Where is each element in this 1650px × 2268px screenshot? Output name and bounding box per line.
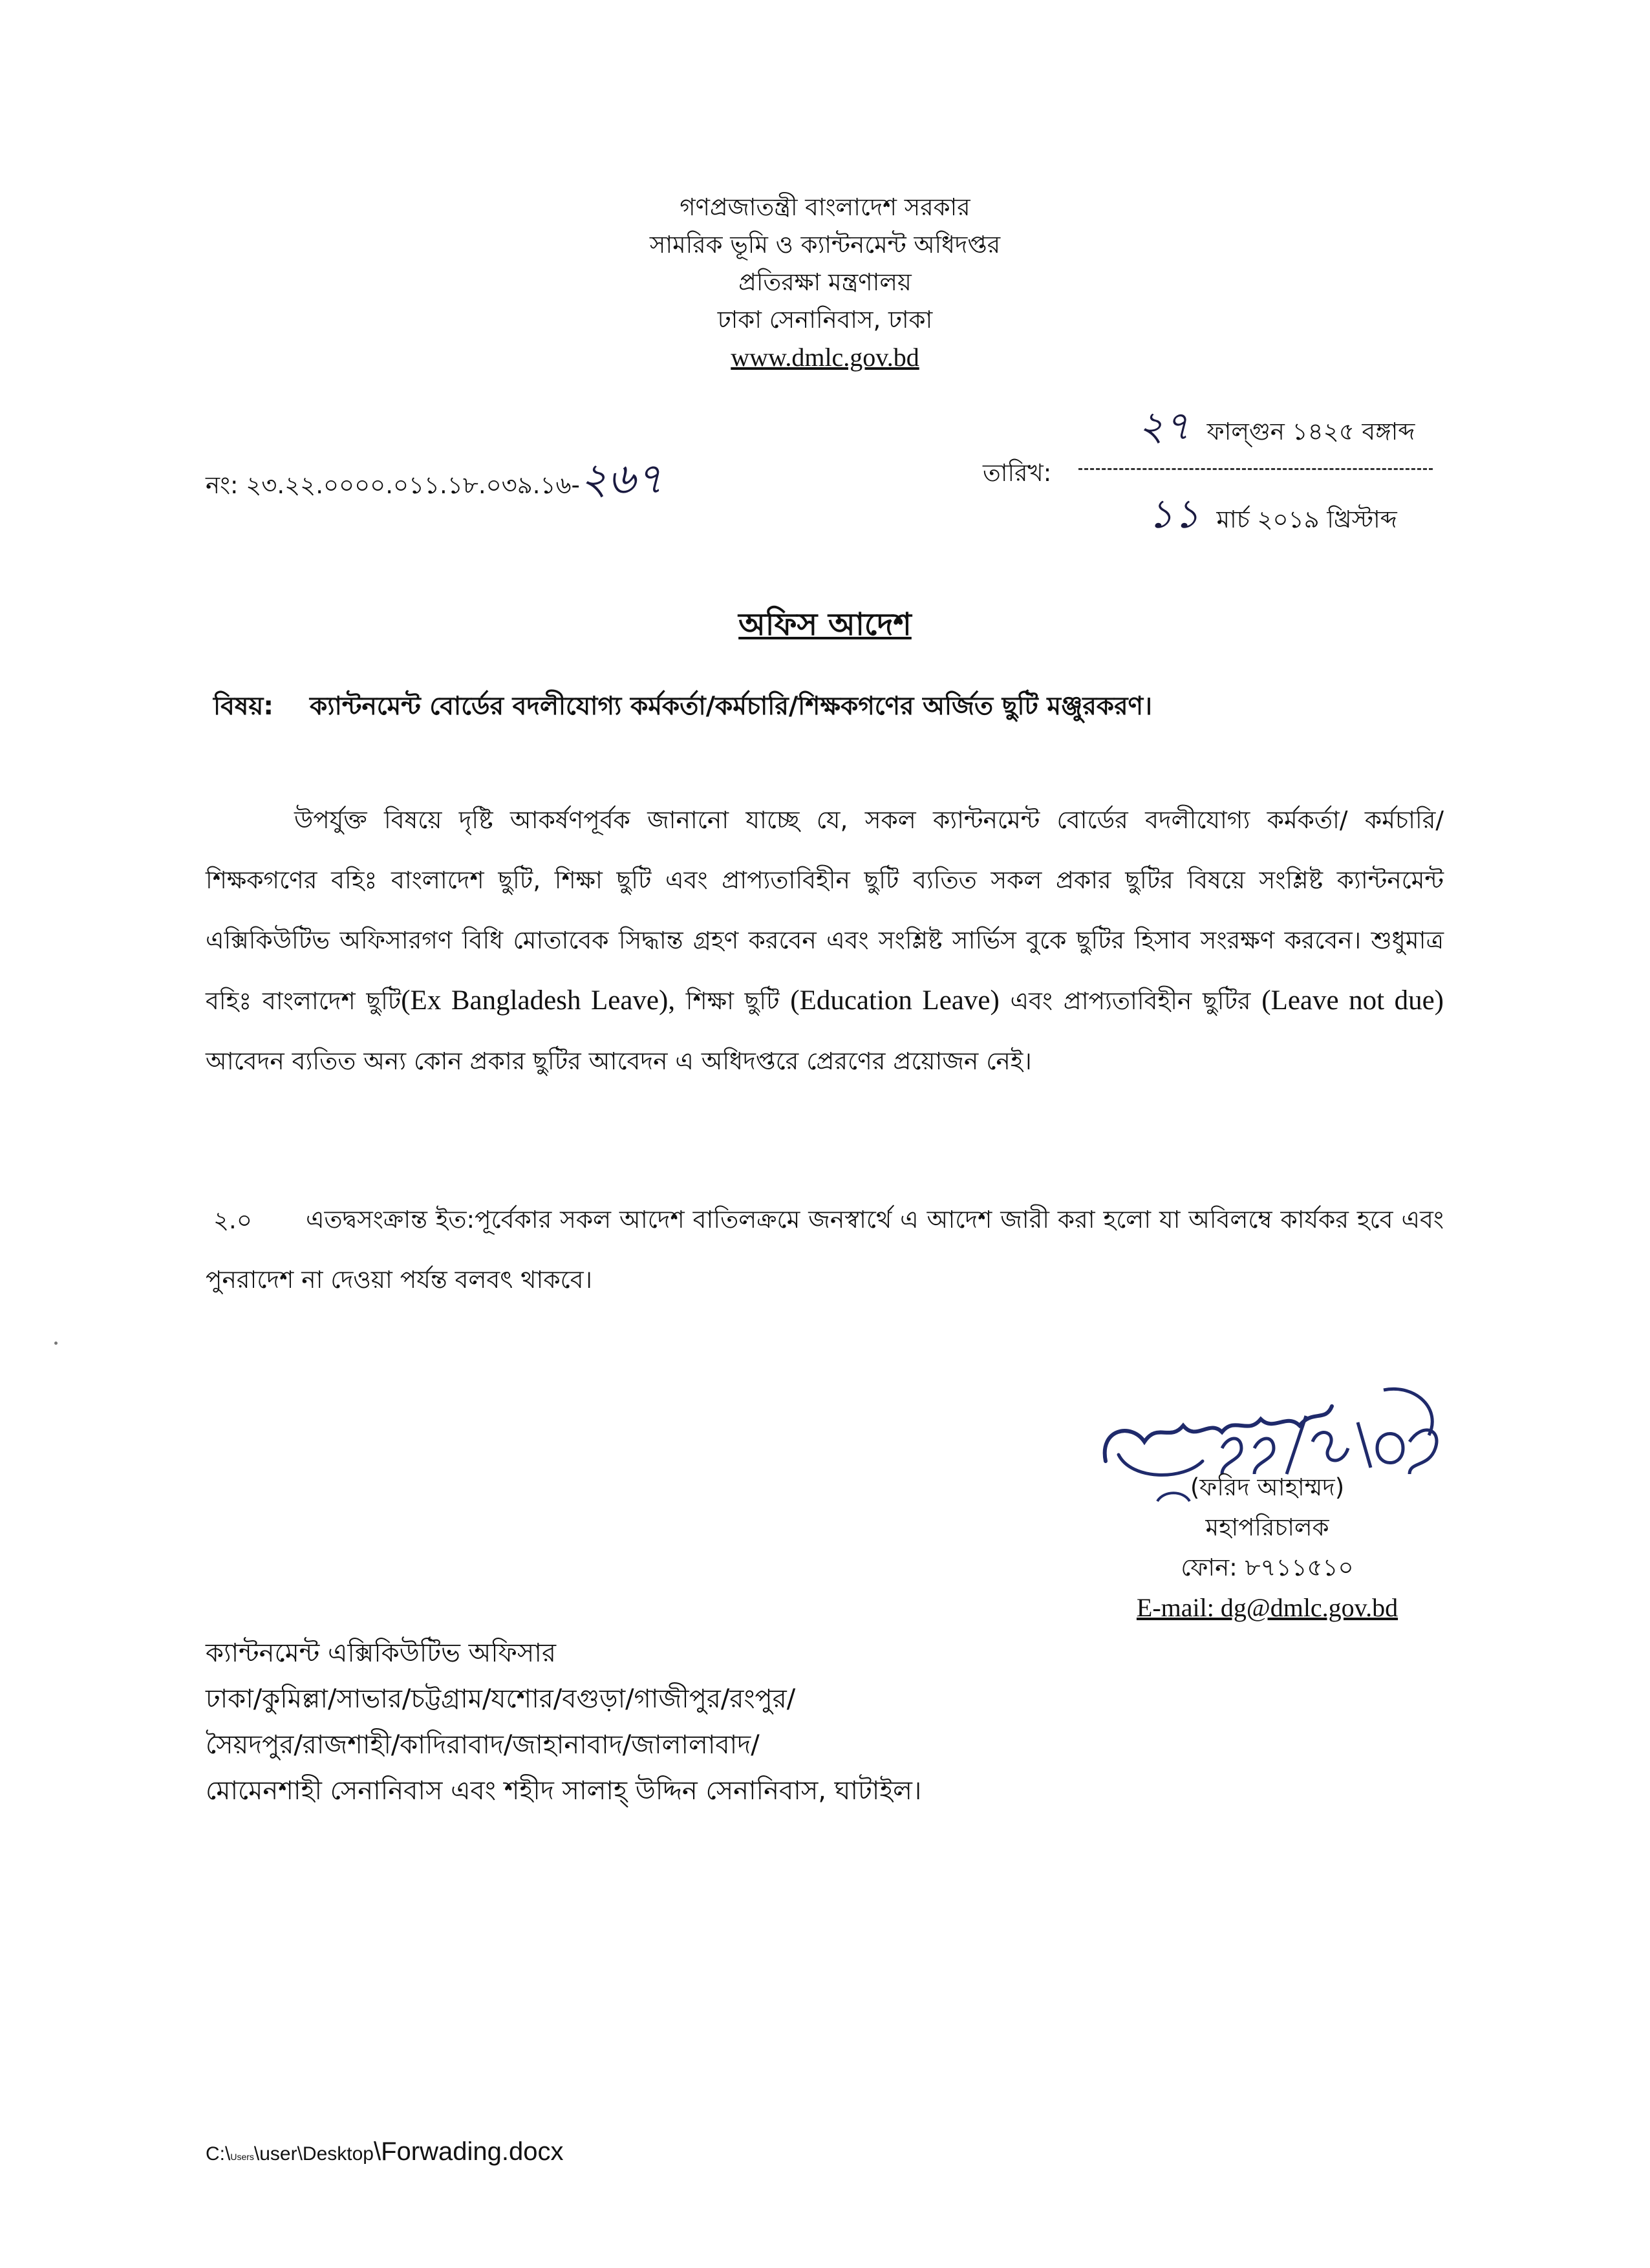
recipient-title: ক্যান্টনমেন্ট এক্সিকিউটিভ অফিসার xyxy=(206,1638,556,1668)
paragraph-2-number: ২.০ xyxy=(213,1206,252,1234)
english-date xyxy=(1148,484,1397,550)
body-paragraph-1 xyxy=(206,790,1444,1091)
memo-number xyxy=(206,446,663,517)
body-paragraph-2 xyxy=(206,1190,1444,1310)
p2-text: এতদ্বসংক্রান্ত ইত:পূর্বেকার সকল আদেশ বাতিলক্রমে জনস্বার্থে এ আদেশ জারী করা হলো যা অবিলম্বে কার্যকর হবে এবং পুনরাদেশ না দেওয়া পর্যন্ত বলবৎ থাকবে। xyxy=(206,1205,1444,1294)
footer-path-drive: C:\ xyxy=(206,2143,231,2165)
header-ministry: প্রতিরক্ষা মন্ত্রণালয় xyxy=(738,268,912,296)
p1-english-education: (Education Leave) xyxy=(790,985,1000,1016)
scan-speck xyxy=(54,1342,58,1345)
order-title: অফিস আদেশ xyxy=(738,606,912,643)
date-label: তারিখ: xyxy=(983,459,1052,487)
recipient-stations-3: মোমেনশাহী সেনানিবাস এবং শহীদ সালাহ্ উদ্দিন সেনানিবাস, ঘাটাইল। xyxy=(206,1776,922,1806)
memo-number-handwritten: ২৬৭ xyxy=(579,454,663,504)
english-day-handwritten: ১১ xyxy=(1148,490,1200,537)
footer-path-filename: \Forwading.docx xyxy=(374,2137,564,2166)
p1-text-d: আবেদন ব্যতিত অন্য কোন প্রকার ছুটির আবেদন এ অধিদপ্তরে প্রেরণের প্রয়োজন নেই। xyxy=(206,1047,1032,1075)
header-directorate: সামরিক ভূমি ও ক্যান্টনমেন্ট অধিদপ্তর xyxy=(649,231,1001,259)
header-website-link[interactable]: www.dmlc.gov.bd xyxy=(731,343,919,372)
file-path-footer xyxy=(206,2137,563,2166)
memo-number-text: নং: ২৩.২২.০০০০.০১১.১৮.০৩৯.১৬- xyxy=(206,471,580,499)
header-location: ঢাকা সেনানিবাস, ঢাকা xyxy=(717,306,933,334)
p1-english-leave-not-due: (Leave not due) xyxy=(1261,985,1444,1016)
bangla-date-text: ফাল্গুন ১৪২৫ বঙ্গাব্দ xyxy=(1206,418,1415,445)
signatory-email-link[interactable]: E-mail: dg@dmlc.gov.bd xyxy=(1136,1593,1398,1622)
bangla-date xyxy=(1138,396,1415,462)
recipient-stations-1: ঢাকা/কুমিল্লা/সাভার/চট্টগ্রাম/যশোর/বগুড়া/গাজীপুর/রংপুর/ xyxy=(206,1684,796,1714)
bangla-day-handwritten: ২৭ xyxy=(1138,402,1190,449)
header-government: গণপ্রজাতন্ত্রী বাংলাদেশ সরকার xyxy=(680,193,970,221)
english-date-text: মার্চ ২০১৯ খ্রিস্টাব্দ xyxy=(1216,506,1397,533)
signatory-designation: মহাপরিচালক xyxy=(1205,1514,1329,1541)
subject-line xyxy=(213,687,1152,729)
footer-path-users: Users xyxy=(230,2152,254,2162)
footer-path-folder: \user\Desktop xyxy=(253,2143,374,2165)
recipients-block xyxy=(206,1631,921,1814)
p1-text-b: শিক্ষা ছুটি xyxy=(675,987,791,1015)
p1-text-c: এবং প্রাপ্যতাবিহীন ছুটির xyxy=(999,987,1262,1015)
p1-english-ex-bangladesh: (Ex Bangladesh Leave), xyxy=(401,985,676,1016)
signature-block xyxy=(1060,1468,1474,1628)
letterhead xyxy=(0,189,1650,376)
recipient-stations-2: সৈয়দপুর/রাজশাহী/কাদিরাবাদ/জাহানাবাদ/জালালাবাদ/ xyxy=(206,1730,760,1760)
date-divider xyxy=(1078,468,1433,470)
signatory-phone: ফোন: ৮৭১১৫১০ xyxy=(1181,1554,1354,1581)
signatory-name: (ফরিদ আহাম্মদ) xyxy=(1190,1473,1345,1501)
p1-text-a: উপর্যুক্ত বিষয়ে দৃষ্টি আকর্ষণপূর্বক জানানো যাচ্ছে যে, সকল ক্যান্টনমেন্ট বোর্ডের বদলীযোগ্য কর্মকর্তা/ কর্মচারি/শিক্ষকগণের বহিঃ বাংলাদেশ ছুটি, শিক্ষা ছুটি এবং প্রাপ্যতাবিহীন ছুটি ব্যতিত সকল প্রকার ছুটির বিষয়ে সংশ্লিষ্ট ক্যান্টনমেন্ট এক্সিকিউটিভ অফিসারগণ বিধি মোতাবেক সিদ্ধান্ত গ্রহণ করবেন এবং সংশ্লিষ্ট সার্ভিস বুকে ছুটির হিসাব সংরক্ষণ করবেন। শুধুমাত্র বহিঃ বাংলাদেশ ছুটি xyxy=(206,806,1444,1015)
subject-label: বিষয়: xyxy=(213,692,273,721)
subject-text: ক্যান্টনমেন্ট বোর্ডের বদলীযোগ্য কর্মকর্তা/কর্মচারি/শিক্ষকগণের অর্জিত ছুটি মঞ্জুরকরণ। xyxy=(309,692,1153,721)
